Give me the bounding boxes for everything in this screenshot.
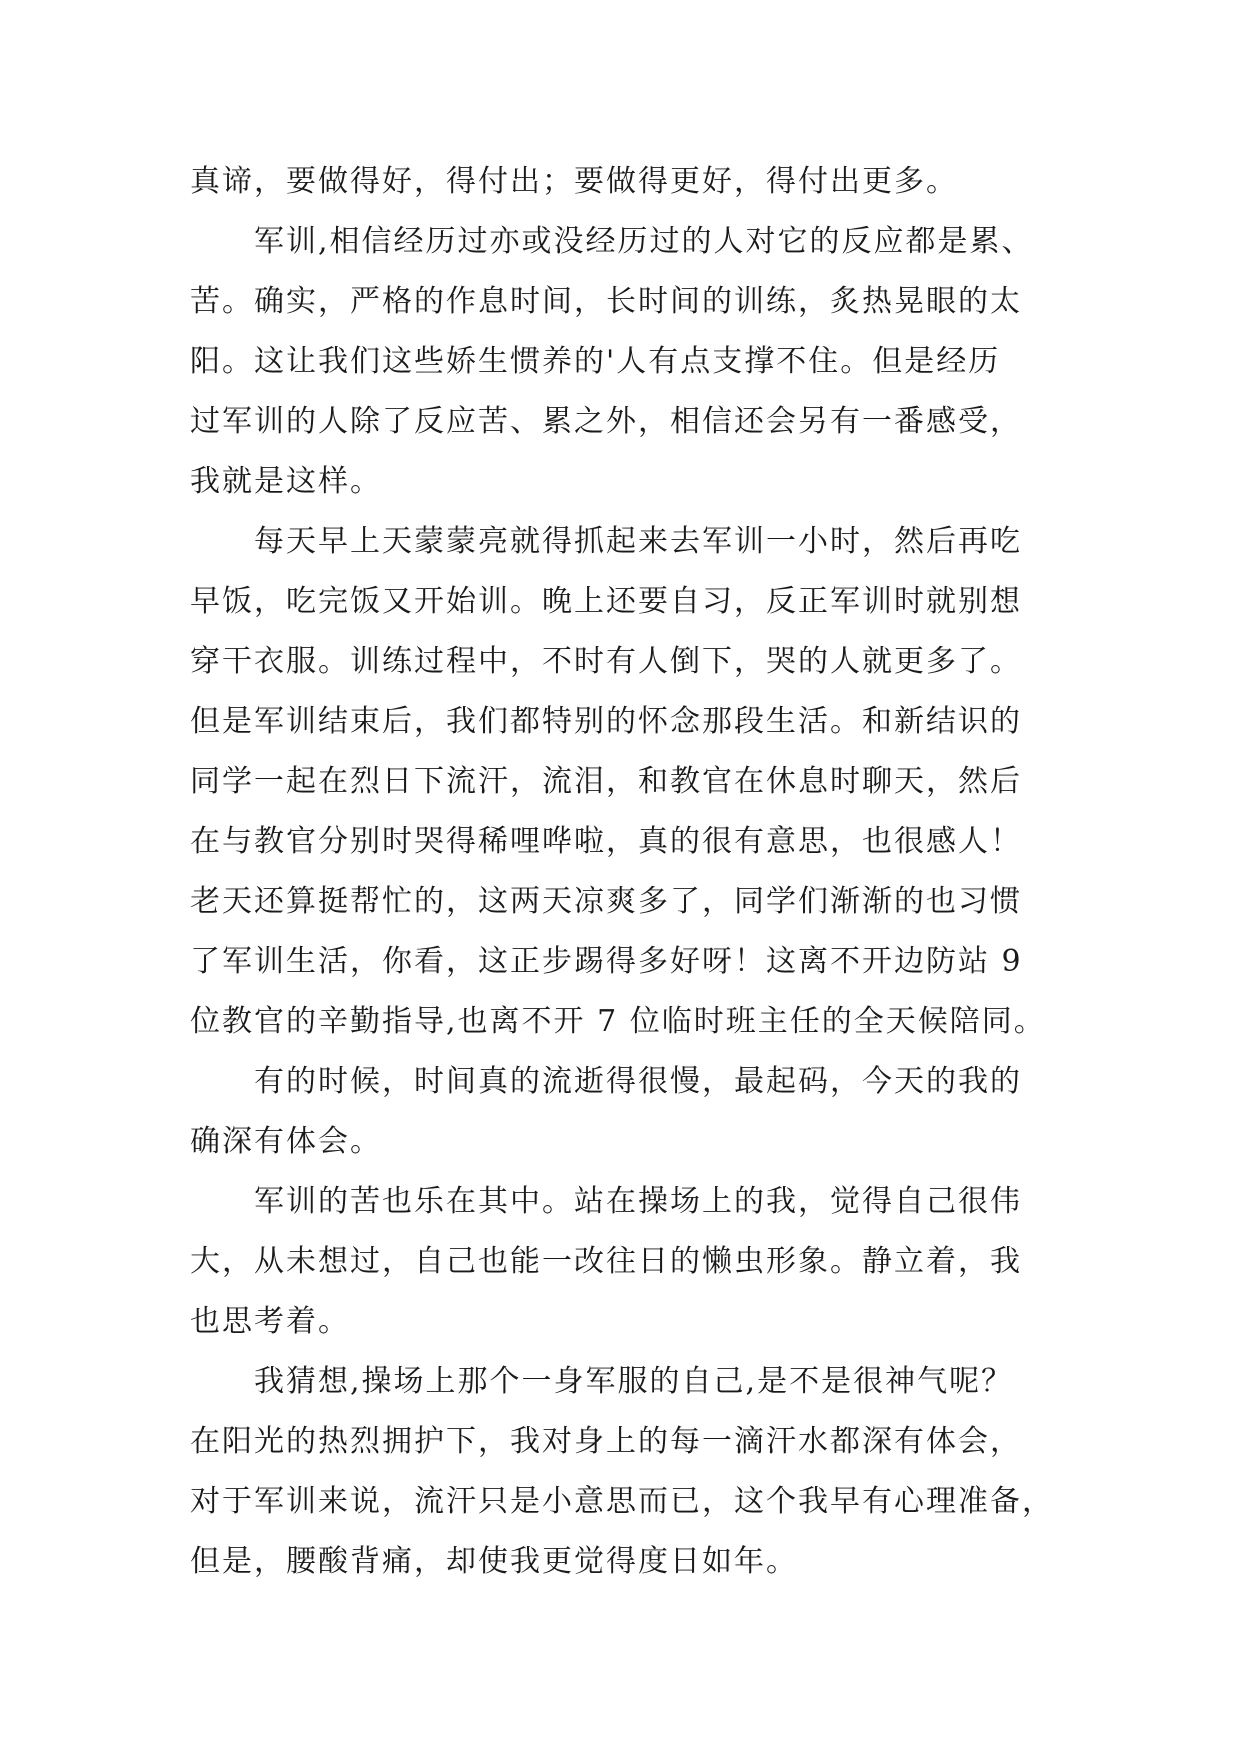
text-line: 穿干衣服。训练过程中，不时有人倒下，哭的人就更多了。 [190, 644, 1022, 679]
text-line: 位教官的辛勤指导,也离不开 7 位临时班主任的全天候陪同。 [190, 1004, 1046, 1039]
text-line: 大，从未想过，自己也能一改往日的懒虫形象。静立着，我 [190, 1244, 1022, 1279]
text-line: 真谛，要做得好，得付出；要做得更好，得付出更多。 [190, 164, 958, 199]
text-line: 在与教官分别时哭得稀哩哗啦，真的很有意思，也很感人！ [190, 824, 1022, 859]
paragraph-first-line: 军训,相信经历过亦或没经历过的人对它的反应都是累、 [254, 224, 1034, 259]
paragraph-first-line: 每天早上天蒙蒙亮就得抓起来去军训一小时，然后再吃 [254, 524, 1022, 559]
text-line: 也思考着。 [190, 1304, 350, 1339]
paragraph-first-line: 军训的苦也乐在其中。站在操场上的我，觉得自己很伟 [254, 1184, 1022, 1219]
body-text [190, 152, 1070, 1592]
text-line: 过军训的人除了反应苦、累之外，相信还会另有一番感受， [190, 404, 1022, 439]
paragraph-first-line: 有的时候，时间真的流逝得很慢，最起码，今天的我的 [254, 1064, 1022, 1099]
text-line: 在阳光的热烈拥护下，我对身上的每一滴汗水都深有体会， [190, 1424, 1022, 1459]
text-line: 确深有体会。 [190, 1124, 382, 1159]
text-line: 苦。确实，严格的作息时间，长时间的训练，炙热晃眼的太 [190, 284, 1022, 319]
text-line: 阳。这让我们这些娇生惯养的'人有点支撑不住。但是经历 [190, 344, 1001, 379]
paragraph-first-line: 我猜想,操场上那个一身军服的自己,是不是很神气呢？ [254, 1364, 1014, 1399]
text-line: 对于军训来说，流汗只是小意思而已，这个我早有心理准备， [190, 1484, 1054, 1519]
text-line: 但是军训结束后，我们都特别的怀念那段生活。和新结识的 [190, 704, 1022, 739]
text-line: 同学一起在烈日下流汗，流泪，和教官在休息时聊天，然后 [190, 764, 1022, 799]
text-line: 了军训生活，你看，这正步踢得多好呀！这离不开边防站 9 [190, 944, 1023, 979]
text-line: 早饭，吃完饭又开始训。晚上还要自习，反正军训时就别想 [190, 584, 1022, 619]
text-line: 老天还算挺帮忙的，这两天凉爽多了，同学们渐渐的也习惯 [190, 884, 1022, 919]
text-line: 但是，腰酸背痛，却使我更觉得度日如年。 [190, 1544, 798, 1579]
text-line: 我就是这样。 [190, 464, 382, 499]
